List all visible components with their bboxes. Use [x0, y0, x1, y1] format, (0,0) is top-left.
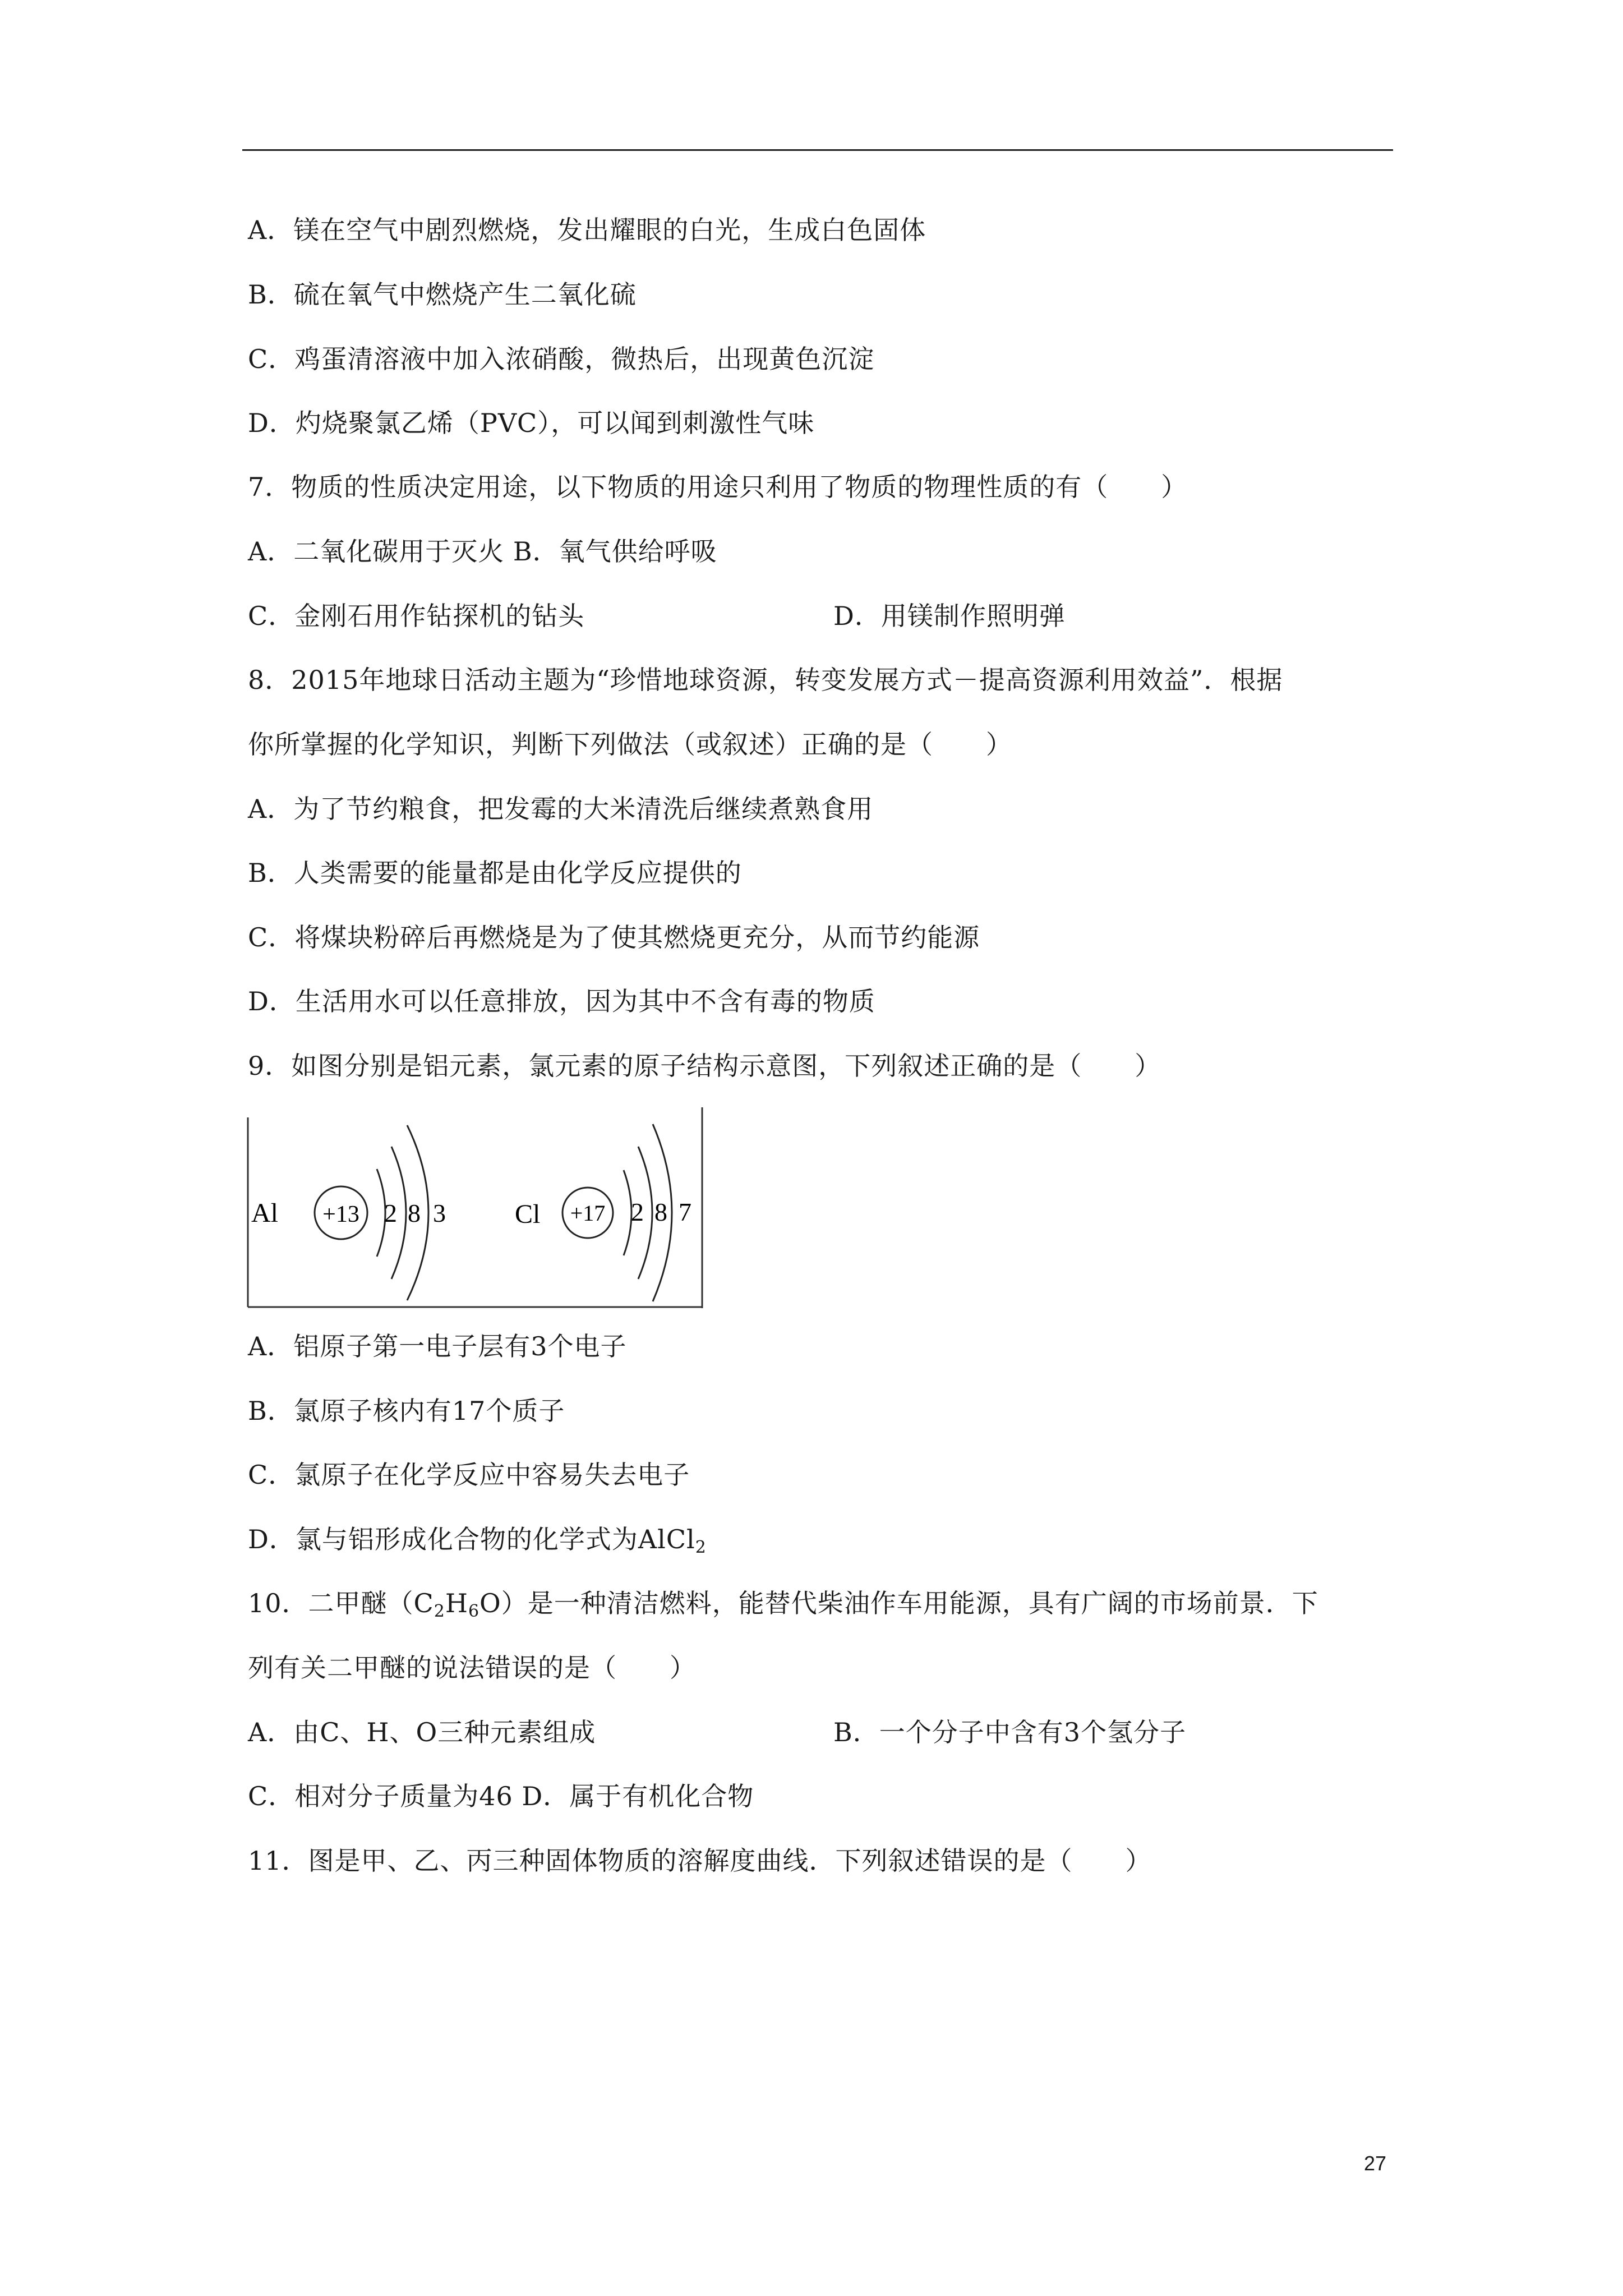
q10-options-cd: C．相对分子质量为46 D．属于有机化合物	[248, 1781, 754, 1811]
cl-shell-1	[624, 1170, 631, 1255]
q8-option-a: A．为了节约粮食，把发霉的大米清洗后继续煮熟食用	[248, 794, 874, 824]
page-number: 27	[1364, 2152, 1387, 2175]
q10-stem-line1: 10．二甲醚$(C_2H_6O)$是一种清洁燃料，能替代柴油作车用能源，具有广阔的市场前景．下	[248, 1588, 1318, 1621]
q8-option-d: D．生活用水可以任意排放，因为其中不含有毒的物质	[248, 986, 875, 1016]
q9-option-c: C．氯原子在化学反应中容易失去电子	[248, 1460, 690, 1490]
al-electron-1: 2	[384, 1199, 397, 1227]
q6-option-d: D．灼烧聚氯乙烯（PVC），可以闻到刺激性气味	[248, 408, 815, 438]
header-rule	[242, 149, 1393, 151]
q7-stem: 7．物质的性质决定用途，以下物质的用途只利用了物质的物理性质的有（ ）	[248, 472, 1188, 502]
q6-option-b: B．硫在氧气中燃烧产生二氧化硫	[248, 279, 637, 310]
cl-symbol: Cl	[515, 1199, 541, 1229]
cl-electron-3: 7	[679, 1198, 691, 1226]
q9-option-a: A．铝原子第一电子层有3个电子	[248, 1331, 627, 1361]
q10-option-a: A．由C、H、O三种元素组成	[248, 1717, 596, 1747]
q9-option-d: D．氯与铝形成化合物的化学式为AlCl$_2$	[248, 1524, 707, 1557]
q7-option-d: D．用镁制作照明弹	[833, 601, 1066, 631]
q7-option-c: C．金刚石用作钻探机的钻头	[248, 601, 585, 631]
q8-stem-line1: 8．2015年地球日活动主题为“珍惜地球资源，转变发展方式－提高资源利用效益”．根据	[248, 665, 1283, 695]
q10-stem-line2: 列有关二甲醚的说法错误的是（ ）	[248, 1653, 696, 1683]
q9-stem: 9．如图分别是铝元素，氯元素的原子结构示意图，下列叙述正确的是（ ）	[248, 1051, 1161, 1081]
cl-electron-2: 8	[654, 1198, 667, 1226]
cl-nucleus-label: +17	[570, 1200, 606, 1226]
al-symbol: Al	[251, 1198, 278, 1228]
q8-option-b: B．人类需要的能量都是由化学反应提供的	[248, 858, 742, 888]
al-electron-3: 3	[433, 1199, 446, 1227]
cl-electron-1: 2	[631, 1198, 644, 1226]
atomic-structure-diagram	[247, 1106, 707, 1309]
q8-stem-line2: 你所掌握的化学知识，判断下列做法（或叙述）正确的是（ ）	[248, 729, 1012, 760]
q7-options-ab: A．二氧化碳用于灭火 B．氧气供给呼吸	[248, 536, 717, 567]
al-electron-2: 8	[408, 1199, 421, 1227]
q6-option-a: A．镁在空气中剧烈燃烧，发出耀眼的白光，生成白色固体	[248, 215, 926, 245]
q6-option-c: C．鸡蛋清溶液中加入浓硝酸，微热后，出现黄色沉淀	[248, 344, 875, 374]
q10-option-b: B．一个分子中含有3个氢分子	[833, 1717, 1187, 1747]
q9-option-b: B．氯原子核内有17个质子	[248, 1396, 565, 1426]
q8-option-c: C．将煤块粉碎后再燃烧是为了使其燃烧更充分，从而节约能源	[248, 922, 980, 953]
q11-stem: 11．图是甲、乙、丙三种固体物质的溶解度曲线．下列叙述错误的是（ ）	[248, 1846, 1152, 1876]
al-nucleus-label: +13	[322, 1202, 359, 1227]
